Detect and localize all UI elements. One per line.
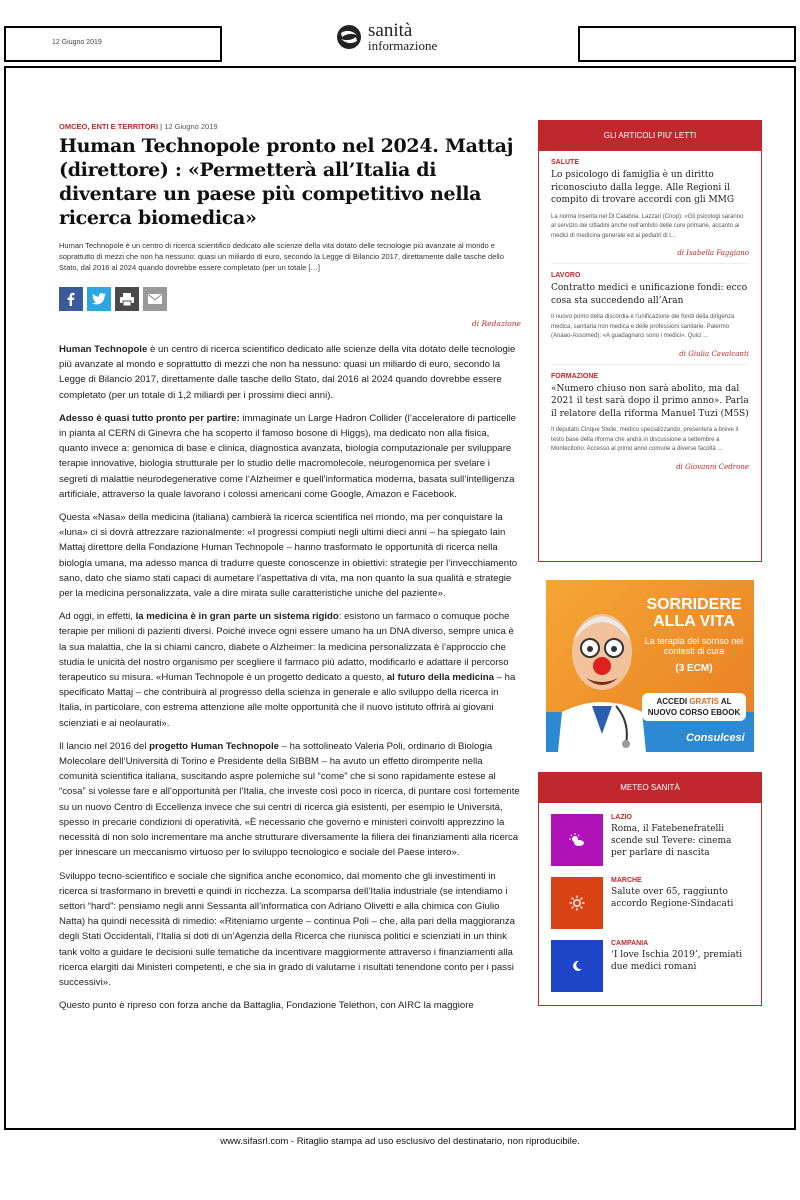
ad-banner[interactable]: [546, 580, 754, 752]
article: [59, 122, 521, 1021]
sun-cloud-icon: [551, 814, 603, 866]
meteo-item[interactable]: [551, 940, 749, 992]
ad-brand-logo: Consulcesi: [686, 732, 745, 744]
most-read-author: di Giulia Cavalcanti: [679, 349, 749, 358]
meteo-item[interactable]: [551, 877, 749, 929]
most-read-category[interactable]: SALUTE: [551, 159, 579, 166]
paragraph-6: Sviluppo tecno-scientifico e sociale che significa anche economico, dal momento che gli investimenti in ricerca si trasformano in brevetti e quindi in ricchezza. La scomparsa dell’Italia industriale (se intendiamo i settori “hard”: pensiamo negli anni Sessanta all’informatica con Adriano Olivetti e alla chimica con Giulio Natta) ha quindi necessità di rimedio: «Riteniamo urgente – continua Poli – che, alla pari della maggioranza degli Stati Occidentali, l’Italia si doti di un’Agenzia della Ricerca che riunisca politici e scienziati in un think tank volto a guidare le decisioni sulle tematiche da incentivare maggiormente attraverso i finanziamenti alla ricerca elargiti dai Ministeri competenti, e che sia in grado di valutarne i risultati tenendone conto per i passi successivi».: [59, 870, 515, 988]
header-left-box: [4, 26, 222, 62]
most-read-item[interactable]: [551, 151, 749, 264]
article-meta: [59, 122, 521, 131]
logo-mark-icon: [336, 24, 362, 50]
ad-headline-line2: ALLA VITA: [653, 613, 735, 630]
sun-icon: [551, 877, 603, 929]
meteo-title[interactable]: Roma, il Fatebenefratelli scende sul Tevere: cinema per parlare di nascita: [611, 824, 732, 858]
article-title: Human Technopole pronto nel 2024. Mattaj (direttore) : «Permetterà all’Italia di diventare un paese più competitivo nella ricerca biomedica»: [59, 135, 514, 229]
paragraph-3: Questa «Nasa» della medicina (italiana) cambierà la ricerca scientifica nel mondo, ma per conquistare la «luna» ci si dovrà attrezzare razionalmente: «I progressi compiuti negli ultimi dieci anni – ha spiegato Iain Mattaj direttore della Fondazione Human Technopole – hanno trasformato le opportunità di ricerca nella biologia umana, ma adesso manca di tradurre queste conoscenze in obiettivi: strategie per l’invecchiamento sano, dato che siamo stati capaci di aumetare l’aspettativa di vita, ma non quanto la sua qualità e strategie per la medicina personalizzata, vale a dire mirata sulle caratteristiche uniche del paziente».: [59, 512, 518, 600]
header-right-box: [578, 26, 796, 62]
meta-separator: |: [160, 122, 165, 131]
most-read-title[interactable]: «Numero chiuso non sarà abolito, ma dal 2021 il test sarà dopo il primo anno». Parla il relatore della riforma Manuel Tuzi (M5S): [551, 383, 749, 419]
paragraph-4-bold-2: al futuro della medicina: [386, 672, 494, 684]
paragraph-1-bold: Human Technopole: [59, 344, 148, 355]
paragraph-2-text: immaginate un Large Hadron Collider (l’acceleratore di particelle in pianta al CERN di Ginevra che ha scoperto il famoso bosone di Higgs), ma dedicato non alla fisica, quanto invece a: genomica di base e clinica, diagnostica avanzata, biologia computazionale per sviluppare terapie innovative, biologia strutturale per lo studio delle macromolecole, neurogenomica per svelare i segreti di malattie neurodegenerative come l’Alzheimer e quell’informatica moderna, basata sull’intelligenza artificiale, attraverso la quale lavorano i colossi americani come Google, Amazon e Facebook.: [59, 412, 516, 500]
ad-headline: [638, 596, 750, 630]
paragraph-2: [59, 411, 521, 502]
paragraph-2-bold: Adesso è quasi tutto pronto per partire:: [59, 412, 240, 424]
ad-cta-text-a: ACCEDI: [656, 697, 690, 706]
ad-cta-button[interactable]: [642, 693, 746, 721]
ad-subline: La terapia del sorriso nei contesti di cura: [644, 636, 744, 656]
most-read-title[interactable]: Contratto medici e unificazione fondi: ecco cosa sta succedendo all’Aran: [551, 283, 748, 306]
email-share-button[interactable]: [143, 287, 167, 311]
most-read-author: di Giovanni Cedrone: [676, 462, 749, 471]
logo-line2: informazione: [368, 38, 438, 53]
moon-icon: [551, 940, 603, 992]
paragraph-1-text: è un centro di ricerca scientifico dedicato alle scienze della vita dotato delle tecnologie più avanzate al mondo e soprattutto di mezzi che non ha nessuno: quasi un miliardo di euro, secondo la Legge di Bilancio 2017, direttamente dalle tasche dello Stato, dal 2016 al 2024 quando dovrebbe essere completato (per un totale di 1,2 miliardi per i prossimi dieci anni).: [59, 344, 516, 401]
most-read-heading: GLI ARTICOLI PIU' LETTI: [539, 121, 761, 151]
ad-ecm: (3 ECM): [675, 663, 713, 674]
paragraph-5-text-b: – ha sottolineato Valeria Poli, ordinario di Biologia Molecolare dell’Università di Torino e Presidente della SIBBM – ha avuto un effetto dirompente nella comunità scientifica italiana, suscitando aspre polemiche sul “come” che si sono rapidamente estese al “cosa” si volesse fare e all’opportunità per l’Italia, che investe così poco in ricerca, di puntare così fortemente su un nuovo Centro di Eccellenza invece che sui centri di ricerca già esistenti, per esempio le Università, spesso in precarie condizioni di operatività. «È necessario che governo e ministeri coinvolti apprezzino la necessità di non solo incrementare ma anche strutturare diversamente la filiera dei finanziamenti alla ricerca per innescare un meccanismo virtuoso per lo sviluppo tecnologico e sociale del Paese intero».: [59, 740, 520, 859]
ad-headline-line1: SORRIDERE: [646, 596, 742, 613]
paragraph-4-text-a: Ad oggi, in effetti,: [59, 611, 136, 623]
facebook-share-button[interactable]: [59, 287, 83, 311]
footer-notice: www.sifasrl.com - Ritaglio stampa ad uso esclusivo del destinatario, non riproducibile.: [220, 1136, 580, 1147]
most-read-item[interactable]: [551, 365, 749, 477]
most-read-author: di Isabella Faggiano: [677, 249, 749, 257]
most-read-excerpt: Il nuovo pomo della discordia è l’unificazione dei fondi della dirigenza medica, sanitaria non medica e delle professioni sanitarie. Palermo (Anaao-Assomed): «A guadagnarci sono i medici». Quici ...: [551, 314, 735, 339]
paragraph-5-text-a: Il lancio nel 2016 del: [59, 740, 150, 752]
twitter-share-button[interactable]: [87, 287, 111, 311]
header-date: 12 Giugno 2019: [52, 39, 102, 46]
most-read-excerpt: Il deputato Cinque Stelle, medico specializzando, presenterà a breve il testo base della riforma che andrà in discussione a settembre a Montecitorio. Accesso al primo anno comune a diverse facoltà ...: [551, 427, 739, 452]
envelope-icon: [148, 294, 162, 304]
paragraph-1: [59, 342, 521, 403]
ad-cta-text-b: AL NUOVO CORSO: [647, 697, 732, 717]
most-read-category[interactable]: LAVORO: [551, 272, 581, 279]
meteo-widget: [538, 772, 762, 1006]
article-category[interactable]: OMCEO, ENTI E TERRITORI: [59, 122, 159, 131]
paragraph-5: [59, 739, 521, 861]
share-bar: [59, 287, 521, 311]
twitter-icon: [92, 293, 106, 305]
article-date: 12 Giugno 2019: [164, 122, 218, 131]
most-read-widget: [538, 120, 762, 562]
meteo-title[interactable]: Salute over 65, raggiunto accordo Regione-Sindacati: [611, 887, 734, 909]
ad-cta-gratis: GRATIS: [689, 697, 719, 706]
article-body: [59, 342, 521, 1013]
meteo-region[interactable]: CAMPANIA: [611, 940, 649, 947]
meteo-item[interactable]: [551, 814, 749, 866]
article-byline: di Redazione: [471, 319, 521, 328]
paragraph-4-text-c: – ha specificato Mattaj – che contribuirà al progresso della scienza in generale e allo sviluppo della ricerca in Italia, in particolare, con estrema attenzione alle molte opportunità che il nuovo istituto offrirà ai giovani scienziati e ai neolaurati».: [59, 672, 516, 729]
most-read-category[interactable]: FORMAZIONE: [551, 372, 599, 380]
clown-doctor-illustration: [554, 594, 650, 752]
print-button[interactable]: [115, 287, 139, 311]
paragraph-4-bold-1: la medicina è in gran parte un sistema rigido: [135, 611, 339, 623]
most-read-title[interactable]: Lo psicologo di famiglia è un diritto riconosciuto dalla legge. Alle Regioni il compito di trovare accordi con gli MMG: [551, 170, 735, 205]
most-read-excerpt: La norma inserita nel Dl Calabria. Lazzari (Cnop): «Gli psicologi saranno al servizio dei cittadini anche nell’ambito delle cure primarie, accanto ai medici di medicina generale ed ai pediatri di l...: [551, 213, 744, 239]
meteo-text: [611, 814, 749, 866]
meteo-text: [611, 877, 749, 929]
ad-cta-ebook: EBOOK: [710, 708, 741, 717]
paragraph-4-text-b: : esistono un farmaco o comuque poche terapie per milioni di pazienti diversi. Poiché invece ogni essere umano ha un DNA diverso, sempre unica è la sua malattia, che la si chiami cancro, diabete o Alzheimer: la medicina personalizzata è l’approccio che studia le unicità del nostro organismo per scegliere il farmaco più adatto, modificarlo e adattare il percorso terapeutico su misura. «Human Technopole è un progetto dedicato a questo,: [59, 611, 514, 684]
paragraph-5-bold: progetto Human Technopole: [149, 740, 280, 752]
facebook-icon: [65, 292, 77, 306]
print-icon: [120, 293, 134, 306]
meteo-title[interactable]: ‘I love Ischia 2019’, premiati due medici romani: [611, 950, 743, 972]
meteo-region[interactable]: LAZIO: [611, 814, 632, 821]
most-read-item[interactable]: [551, 264, 749, 365]
meteo-heading: METEO SANITÀ: [539, 773, 761, 803]
article-excerpt: Human Technopole è un centro di ricerca scientifico dedicato alle scienze della vita dotato delle tecnologie più avanzate al mondo e soprattutto di mezzi che non ha nessuno: quasi un miliardo di euro, secondo la Legge di Bilancio 2017, direttamente dalle tasche dello Stato, dal 2016 al 2024 quando dovrebbe essere completato (per un totale […]: [59, 241, 504, 272]
paragraph-4: [59, 609, 521, 731]
meteo-region[interactable]: MARCHE: [611, 877, 642, 884]
site-logo[interactable]: [336, 20, 476, 60]
paragraph-7: Questo punto è ripreso con forza anche da Battaglia, Fondazione Telethon, con AIRC la maggiore: [59, 1000, 474, 1012]
logo-line1: sanità: [368, 20, 413, 41]
meteo-text: [611, 940, 749, 992]
